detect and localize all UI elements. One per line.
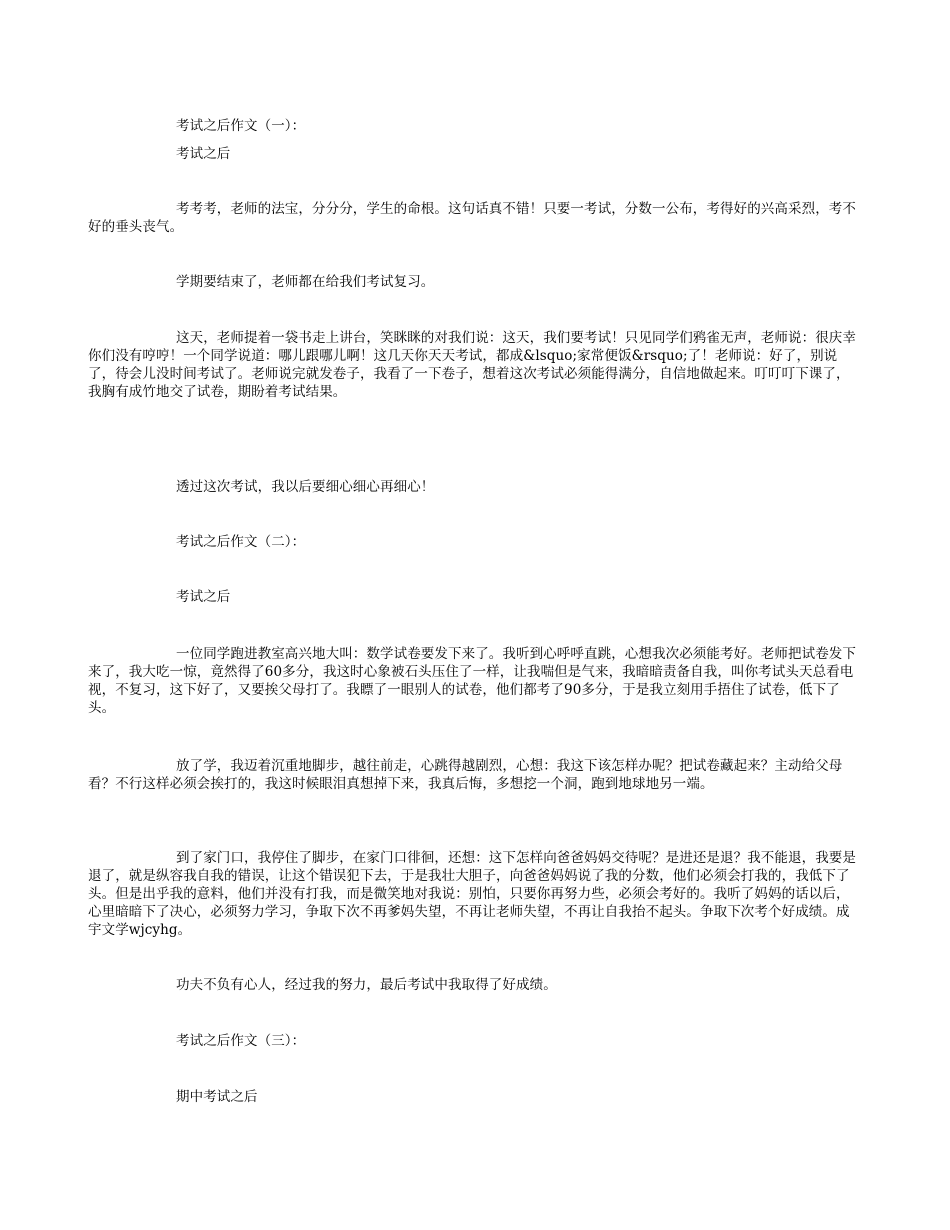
- essay-1-paragraph-2: 学期要结束了，老师都在给我们考试复习。: [176, 274, 435, 290]
- essay-2-paragraph-2: 放了学，我迈着沉重地脚步，越往前走，心跳得越剧烈，心想：我这下该怎样办呢？把试卷藏起来？主动给父母看？不行这样必须会挨打的，我这时候眼泪真想掉下来，我真后悔，多想挖一个洞，跑到地球地另一端。: [88, 758, 843, 792]
- essay-2-title: 考试之后: [176, 589, 231, 605]
- essay-2-paragraph-1: 一位同学跑进教室高兴地大叫：数学试卷要发下来了。我听到心呼呼直跳，心想我次必须能考好。老师把试卷发下来了，我大吃一惊，竟然得了60多分，我这时心象被石头压住了一样，让我喘但是气来，我暗暗责备自我，叫你考试头天总看电视，不复习，这下好了，又要挨父母打了。我瞟了一眼别人的试卷，他们都考了90多分，于是我立刻用手捂住了试卷，低下了头。: [88, 646, 856, 716]
- essay-1-paragraph-1: 考考考，老师的法宝，分分分，学生的命根。这句话真不错！只要一考试，分数一公布，考得好的兴高采烈，考不好的垂头丧气。: [88, 201, 856, 235]
- essay-3-title: 期中考试之后: [176, 1089, 258, 1105]
- essay-2-paragraph-4: 功夫不负有心人，经过我的努力，最后考试中我取得了好成绩。: [176, 977, 557, 993]
- essay-1-paragraph-3: 这天，老师提着一袋书走上讲台，笑眯眯的对我们说：这天，我们要考试！只见同学们鸦雀无声，老师说：很庆幸你们没有哼哼！一个同学说道：哪儿跟哪儿啊！这几天你天天考试，都成&lsquo;家常便饭&rsquo;了！老师说：好了，别说了，待会儿没时间考试了。老师说完就发卷子，我看了一下卷子，想着这次考试必须能得满分，自信地做起来。叮叮叮下课了，我胸有成竹地交了试卷，期盼着考试结果。: [88, 330, 856, 400]
- essay-1-title: 考试之后: [176, 146, 231, 162]
- essay-1-paragraph-4: 透过这次考试，我以后要细心细心再细心！: [176, 479, 435, 495]
- essay-2-heading: 考试之后作文（二）：: [176, 534, 306, 550]
- essay-3-heading: 考试之后作文（三）：: [176, 1033, 306, 1049]
- essay-1-heading: 考试之后作文（一）：: [176, 118, 306, 134]
- essay-2-paragraph-3: 到了家门口，我停住了脚步，在家门口徘徊，还想：这下怎样向爸爸妈妈交待呢？是进还是退？我不能退，我要是退了，就是纵容我自我的错误，让这个错误犯下去，于是我壮大胆子，向爸爸妈妈说了我的分数，他们必须会打我的，我低下了头。但是出乎我的意料，他们并没有打我，而是微笑地对我说：别怕，只要你再努力些，必须会考好的。我听了妈妈的话以后，心里暗暗下了决心，必须努力学习，争取下次不再爹妈失望，不再让老师失望，不再让自我抬不起头。争取下次考个好成绩。成宇文学wjcyhg。: [88, 850, 856, 938]
